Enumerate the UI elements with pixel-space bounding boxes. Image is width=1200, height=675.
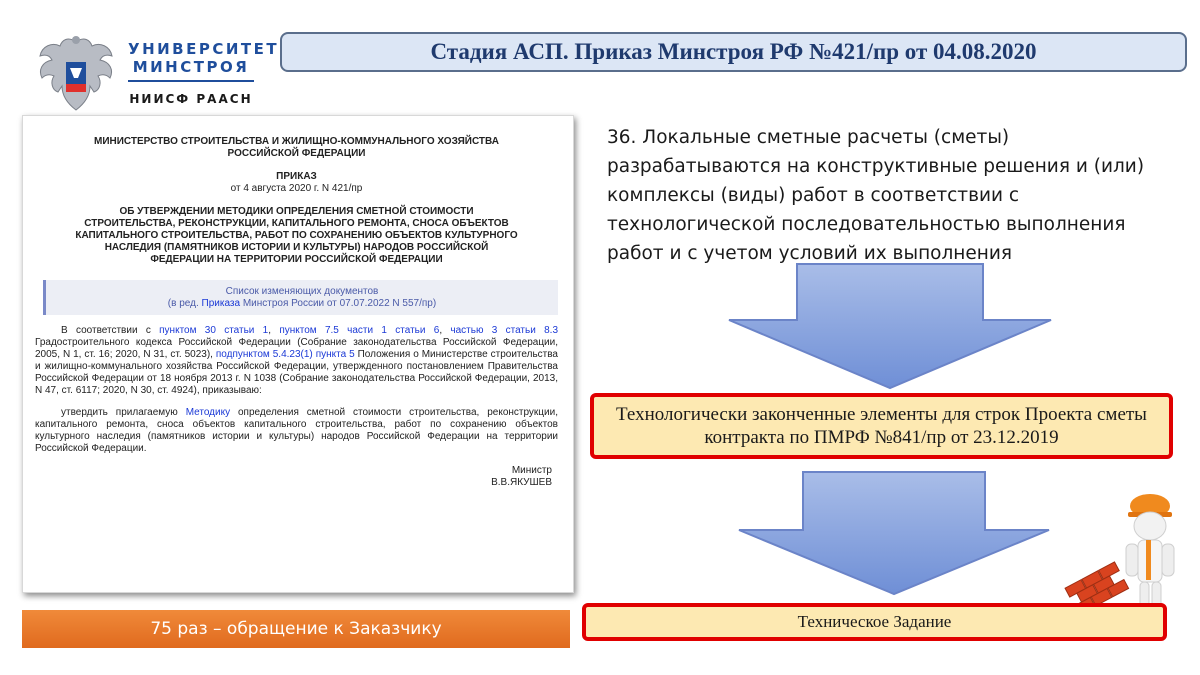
doc-signature <box>35 465 558 489</box>
doc-p1-link-2[interactable]: пунктом 7.5 части 1 статьи 6 <box>279 325 440 336</box>
doc-paragraph-2 <box>35 407 558 455</box>
down-arrow-icon <box>735 470 1053 596</box>
doc-p1-link-4[interactable]: подпунктом 5.4.23(1) пункта 5 <box>215 349 355 360</box>
doc-order-label: ПРИКАЗ <box>276 171 317 182</box>
order-document <box>22 115 574 593</box>
logo-university: УНИВЕРСИТЕТ <box>128 40 280 58</box>
down-arrow-icon <box>725 262 1055 390</box>
university-logo <box>30 30 280 115</box>
doc-subject: ОБ УТВЕРЖДЕНИИ МЕТОДИКИ ОПРЕДЕЛЕНИЯ СМЕТНОЙ СТОИМОСТИ СТРОИТЕЛЬСТВА, РЕКОНСТРУКЦИИ, КАПИТАЛЬНОГО РЕМОНТА, СНОСА ОБЪЕКТОВ КАПИТАЛЬНОГО СТРОИТЕЛЬСТВА, РАБОТ ПО СОХРАНЕНИЮ ОБЪЕКТОВ КУЛЬТУРНОГО НАСЛЕДИЯ (ПАМЯТНИКОВ ИСТОРИИ И КУЛЬТУРЫ) НАРОДОВ РОССИЙСКОЙ ФЕДЕРАЦИИ НА ТЕРРИТОРИИ РОССИЙСКОЙ ФЕДЕРАЦИИ <box>75 206 518 265</box>
technical-task-box: Техническое Задание <box>582 603 1167 641</box>
doc-sign-title: Министр <box>511 465 552 476</box>
doc-changes-post: Минстроя России от 07.07.2022 N 557/пр) <box>240 298 437 309</box>
logo-niisf: НИИСФ РААСН <box>129 92 253 106</box>
doc-paragraph-1 <box>35 325 558 397</box>
technological-elements-box: Технологически законченные элементы для строк Проекта сметы контракта по ПМРФ №841/пр от 23.12.2019 <box>590 393 1173 459</box>
customer-requests-banner: 75 раз – обращение к Заказчику <box>22 610 570 648</box>
doc-p1-text-b: , <box>268 325 280 336</box>
doc-p1-text-a: В соответствии с <box>61 325 160 336</box>
doc-sign-name: В.В.ЯКУШЕВ <box>491 477 552 488</box>
doc-changes-title: Список изменяющих документов <box>225 286 379 297</box>
doc-p1-link-1[interactable]: пунктом 30 статьи 1 <box>159 325 269 336</box>
doc-p1-text-d: Градостроительного кодекса Российской Федерации (Собрание законодательства Российской Федерации, 2005, N 1, ст. 16; 2020, N 31, ст. 5023), <box>35 337 558 360</box>
point-36-text: 36. Локальные сметные расчеты (сметы) разрабатываются на конструктивные решения и (или) комплексы (виды) работ в соответствии с технологической последовательностью выполнения работ и с учетом условий их выполнения <box>607 127 1145 264</box>
doc-changes-box <box>43 280 558 315</box>
logo-minstroy: МИНСТРОЯ <box>132 58 250 76</box>
slide-title: Стадия АСП. Приказ Минстроя РФ №421/пр от 04.08.2020 <box>280 32 1187 72</box>
doc-p1-text-e: Положения о Министерстве строительства и жилищно-коммунального хозяйства Российской Федерации, утвержденного постановлением Правительства Российской Федерации от 18 ноября 2013 г. N 1038 (Собрание законодательства Российской Федерации, 2013, N 47, ст. 6117; 2020, N 30, ст. 4924), приказываю: <box>35 349 558 396</box>
doc-p2-text-a: утвердить прилагаемую <box>61 407 186 418</box>
doc-p2-link[interactable]: Методику <box>185 407 231 418</box>
doc-p1-text-c: , <box>439 325 451 336</box>
doc-changes-link[interactable]: Приказа <box>201 298 241 309</box>
doc-order-date: от 4 августа 2020 г. N 421/пр <box>230 183 363 194</box>
logo-divider <box>128 80 254 82</box>
doc-ministry: МИНИСТЕРСТВО СТРОИТЕЛЬСТВА И ЖИЛИЩНО-КОММУНАЛЬНОГО ХОЗЯЙСТВА РОССИЙСКОЙ ФЕДЕРАЦИИ <box>94 136 499 159</box>
doc-changes-pre: (в ред. <box>167 298 202 309</box>
coat-of-arms-icon <box>32 32 120 114</box>
doc-p1-link-3[interactable]: частью 3 статьи 8.3 <box>450 325 558 336</box>
doc-p2-text-b: определения сметной стоимости строительства, реконструкции, капитального ремонта, сноса объектов капитального строительства, работ по сохранению объектов культурного наследия (памятников истории и культуры) народов Российской Федерации на территории Российской Федерации. <box>35 407 558 454</box>
doc-changes-line <box>46 298 558 310</box>
